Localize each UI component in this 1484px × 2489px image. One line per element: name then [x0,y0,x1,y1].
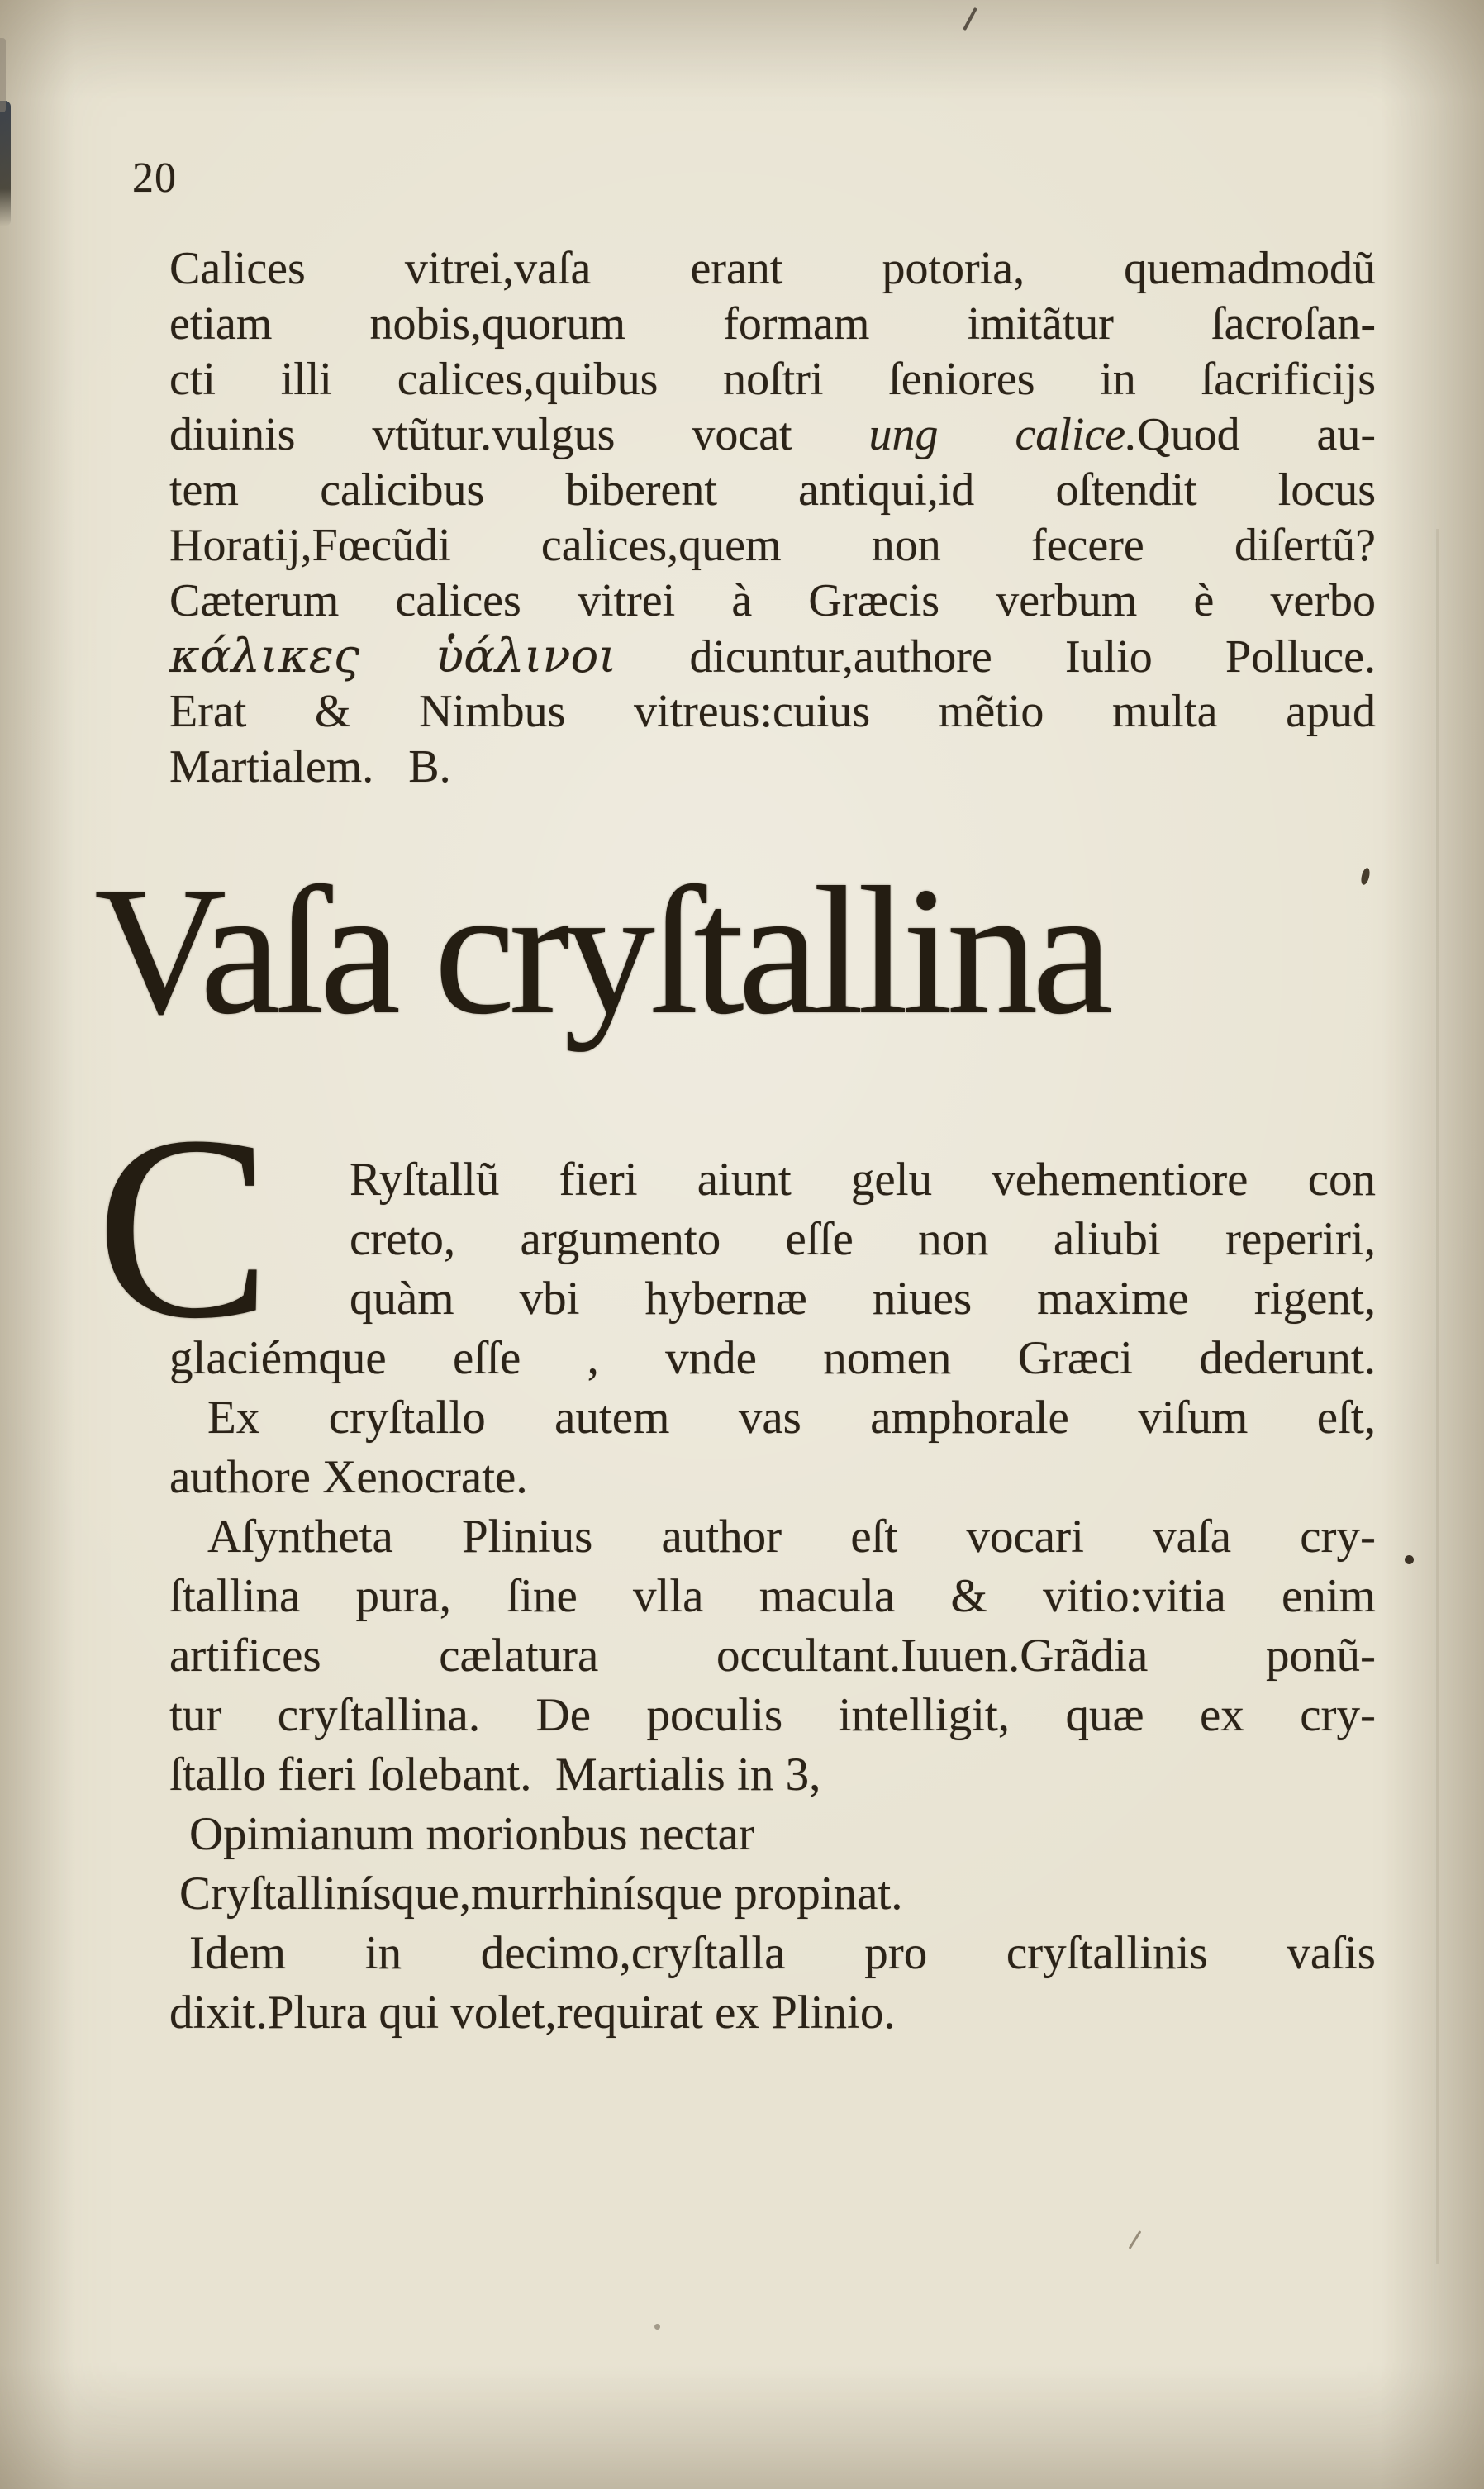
text-line: artifices cælatura occultant.Iuuen.Grãdia ponũ- [169,1630,1376,1682]
text-line: tem calicibus biberent antiqui,id oſtendit locus [169,464,1376,516]
text-line: authore Xenocrate. [169,1451,528,1503]
text-segment: dicuntur,authore Iulio Polluce. [616,631,1376,683]
ink-speck [963,7,977,31]
text-line: Aſyntheta Plinius author eſt vocari vaſa cry- [207,1511,1376,1563]
text-line: Calices vitrei,vaſa erant potoria, quemadmodũ [169,243,1376,294]
ink-speck [1405,1555,1414,1564]
page-number: 20 [132,155,177,202]
text-segment: diuinis vtũtur.vulgus vocat [169,409,869,460]
text-line: quàm vbi hybernæ niues maxime rigent, [350,1273,1376,1325]
text-line: glaciémque eſſe , vnde nomen Græci dederunt. [169,1332,1376,1384]
page-crease [1436,529,1439,2264]
text-line: Ryſtallũ fieri aiunt gelu vehementiore con [350,1154,1376,1206]
body-paragraph-2 [169,1150,1376,2043]
text-line [169,407,1376,463]
ink-speck [654,2324,660,2330]
greek-phrase: κάλικες ὑάλινοι [169,630,617,683]
text-line [169,629,1376,684]
text-line: creto, argumento eſſe non aliubi reperiri, [350,1213,1376,1265]
text-line: ſtallo fieri ſolebant. Martialis in 3, [169,1749,821,1801]
section-heading: Vaſa cryſtallina [94,849,1107,1053]
text-line: Idem in decimo,cryſtalla pro cryſtallinis vaſis [189,1927,1376,1979]
text-line: Ex cryſtallo autem vas amphorale viſum eſt, [207,1392,1376,1444]
text-line: Opimianum morionbus nectar [189,1808,754,1860]
text-line: Horatij,Fœcũdi calices,quem non fecere diſertũ? [169,520,1376,571]
text-line: Erat & Nimbus vitreus:cuius mẽtio multa apud [169,686,1376,737]
italic-phrase: ung calice. [868,409,1138,460]
text-line: cti illi calices,quibus noſtri ſeniores in ſacrificijs [169,354,1376,405]
text-line: dixit.Plura qui volet,requirat ex Plinio. [169,1987,896,2039]
text-line: ſtallina pura, ſine vlla macula & vitio:vitia enim [169,1570,1376,1622]
body-paragraph-1 [169,241,1376,795]
drop-cap: C [96,1082,272,1373]
ink-speck [1129,2230,1142,2249]
text-line: Cæterum calices vitrei à Græcis verbum è verbo [169,575,1376,626]
text-line: Cryſtallinísque,murrhinísque propinat. [179,1868,903,1920]
text-line: tur cryſtallina. De poculis intelligit, quæ ex cry- [169,1689,1376,1741]
page-edge-mark [0,101,11,226]
text-segment: Quod au- [1137,409,1376,460]
text-line: Martialem. B. [169,741,451,792]
page-edge-smudge [0,38,6,112]
text-line: etiam nobis,quorum formam imitãtur ſacroſan- [169,298,1376,350]
